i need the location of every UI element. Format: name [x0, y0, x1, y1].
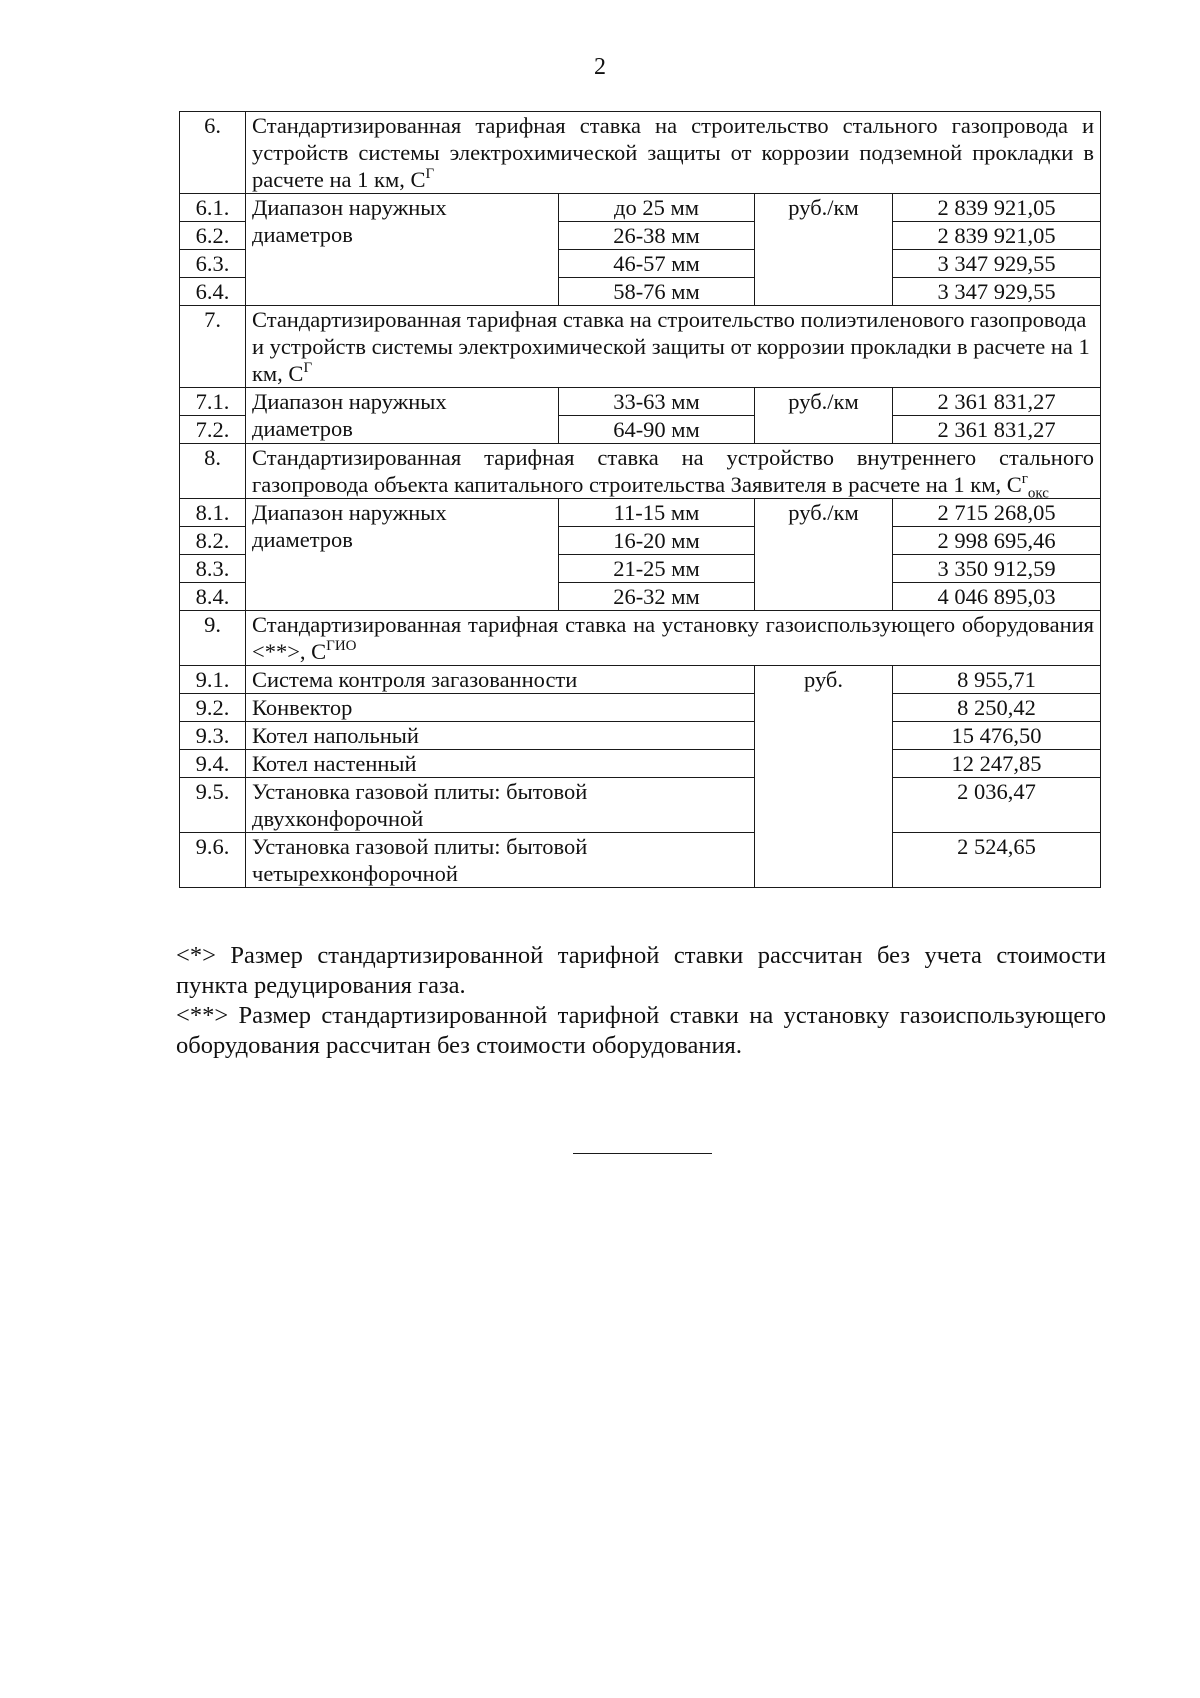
row-number: 9.6. [180, 833, 246, 888]
equipment-name: Установка газовой плиты: бытовой четырехконфорочной [246, 833, 755, 888]
price-cell: 12 247,85 [893, 750, 1101, 778]
equipment-name: Котел настенный [246, 750, 755, 778]
price-cell: 4 046 895,03 [893, 583, 1101, 611]
row-number: 7.1. [180, 388, 246, 416]
diameter-range-label: Диапазон наружных диаметров [246, 194, 559, 306]
diameter-cell: 21-25 мм [559, 555, 755, 583]
row-number: 6.1. [180, 194, 246, 222]
closing-divider [573, 1153, 712, 1154]
footnote-1: <*> Размер стандартизированной тарифной ставки рассчитан без учета стоимости пункта редуцирования газа. [176, 942, 1106, 999]
row-number: 6.3. [180, 250, 246, 278]
equipment-name: Котел напольный [246, 722, 755, 750]
row-number: 9.4. [180, 750, 246, 778]
row-number: 8.1. [180, 499, 246, 527]
row-number: 6.2. [180, 222, 246, 250]
unit-cell: руб./км [755, 499, 893, 611]
section-title-text: Стандартизированная тарифная ставка на строительство полиэтиленового газопровода и устройств системы электрохимической защиты от коррозии прокладки в расчете на 1 км, С [252, 307, 1090, 386]
unit-cell: руб. [755, 666, 893, 888]
equipment-name: Система контроля загазованности [246, 666, 755, 694]
diameter-cell: 33-63 мм [559, 388, 755, 416]
section-number: 8. [180, 444, 246, 499]
table-row [180, 722, 1101, 750]
price-cell: 8 250,42 [893, 694, 1101, 722]
section-9-header-row [180, 611, 1101, 666]
price-cell: 2 036,47 [893, 778, 1101, 833]
row-number: 9.1. [180, 666, 246, 694]
diameter-cell: 26-32 мм [559, 583, 755, 611]
table-row [180, 194, 1101, 222]
row-number: 6.4. [180, 278, 246, 306]
price-cell: 3 347 929,55 [893, 278, 1101, 306]
price-cell: 2 839 921,05 [893, 194, 1101, 222]
diameter-cell: 16-20 мм [559, 527, 755, 555]
row-number: 8.3. [180, 555, 246, 583]
symbol-superscript: Г [303, 359, 313, 376]
equipment-name: Установка газовой плиты: бытовой двухконфорочной [246, 778, 755, 833]
section-title-text: Стандартизированная тарифная ставка на устройство внутреннего стального газопровода объекта капитального строительства Заявителя в расчете на 1 км, С [252, 445, 1095, 497]
table-row [180, 499, 1101, 527]
table-row [180, 388, 1101, 416]
symbol-superscript: ГИО [326, 637, 357, 654]
price-cell: 3 350 912,59 [893, 555, 1101, 583]
section-title [246, 306, 1101, 388]
section-title [246, 444, 1101, 502]
price-cell: 8 955,71 [893, 666, 1101, 694]
diameter-cell: 26-38 мм [559, 222, 755, 250]
section-number: 6. [180, 112, 246, 194]
footnotes [176, 941, 1106, 1061]
section-title-text: Стандартизированная тарифная ставка на строительство стального газопровода и устройств системы электрохимической защиты от коррозии подземной прокладки в расчете на 1 км, С [252, 113, 1095, 192]
diameter-cell: 58-76 мм [559, 278, 755, 306]
row-number: 8.2. [180, 527, 246, 555]
equipment-name: Конвектор [246, 694, 755, 722]
tariff-table [179, 111, 1101, 888]
row-number: 9.3. [180, 722, 246, 750]
unit-cell: руб./км [755, 388, 893, 444]
price-cell: 2 361 831,27 [893, 416, 1101, 444]
price-cell: 2 998 695,46 [893, 527, 1101, 555]
unit-cell: руб./км [755, 194, 893, 306]
symbol-subscript: окс [1027, 485, 1049, 502]
section-title [246, 611, 1101, 666]
price-cell: 15 476,50 [893, 722, 1101, 750]
table-row [180, 778, 1101, 833]
section-6-header-row [180, 112, 1101, 194]
diameter-range-label: Диапазон наружных диаметров [246, 388, 559, 444]
diameter-cell: 46-57 мм [559, 250, 755, 278]
page-number: 2 [594, 54, 606, 80]
section-title-text: Стандартизированная тарифная ставка на установку газоиспользующего оборудования <**>, С [252, 612, 1095, 664]
price-cell: 3 347 929,55 [893, 250, 1101, 278]
table-row [180, 750, 1101, 778]
row-number: 8.4. [180, 583, 246, 611]
section-8-header-row [180, 444, 1101, 499]
row-number: 9.5. [180, 778, 246, 833]
section-number: 7. [180, 306, 246, 388]
diameter-cell: до 25 мм [559, 194, 755, 222]
price-cell: 2 839 921,05 [893, 222, 1101, 250]
price-cell: 2 524,65 [893, 833, 1101, 888]
symbol-superscript: Г [425, 165, 435, 182]
row-number: 9.2. [180, 694, 246, 722]
diameter-range-label: Диапазон наружных диаметров [246, 499, 559, 611]
price-cell: 2 361 831,27 [893, 388, 1101, 416]
section-title [246, 112, 1101, 194]
table-row [180, 694, 1101, 722]
diameter-cell: 64-90 мм [559, 416, 755, 444]
section-number: 9. [180, 611, 246, 666]
diameter-cell: 11-15 мм [559, 499, 755, 527]
price-cell: 2 715 268,05 [893, 499, 1101, 527]
table-row [180, 666, 1101, 694]
table-row [180, 833, 1101, 888]
section-7-header-row [180, 306, 1101, 388]
row-number: 7.2. [180, 416, 246, 444]
symbol-superscript: г [1021, 470, 1028, 487]
footnote-2: <**> Размер стандартизированной тарифной ставки на установку газоиспользующего оборудования рассчитан без стоимости оборудования. [176, 1002, 1106, 1059]
